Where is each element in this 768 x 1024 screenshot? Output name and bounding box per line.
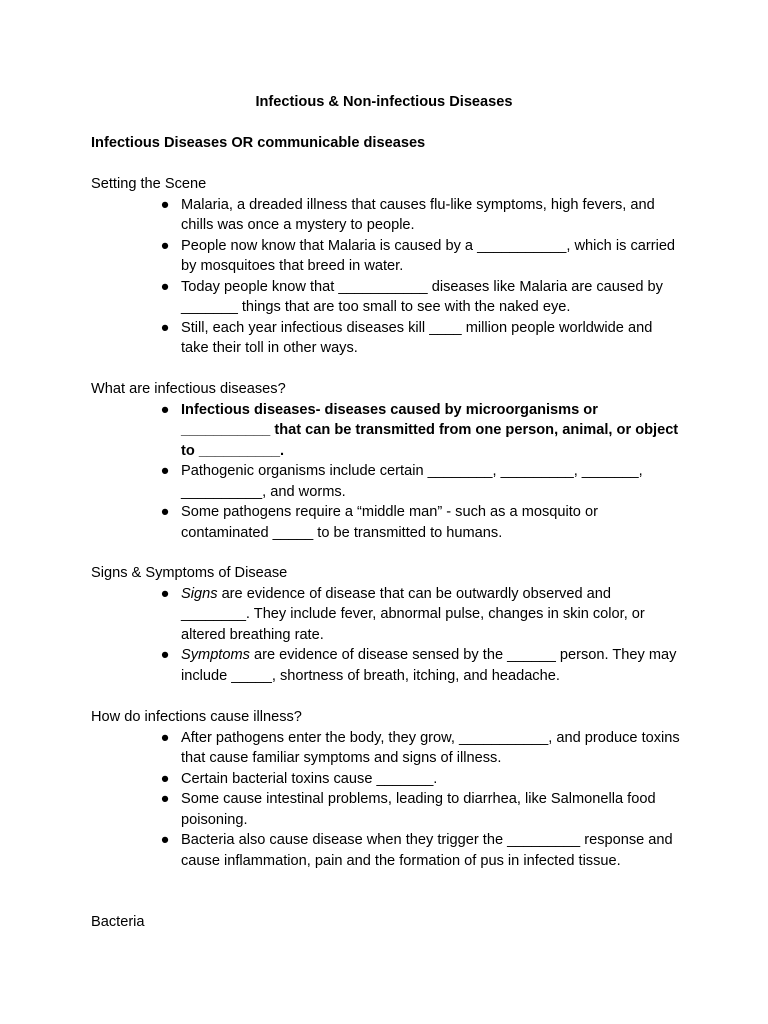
list-item-text: are evidence of disease sensed by the ______ person. They may include _____, shortness of breath, itching, and headache. [181, 647, 677, 684]
list-item-text: Infectious diseases- diseases caused by microorganisms or ___________ that can be transmitted from one person, animal, or object to __________. [181, 401, 679, 459]
section-setting-the-scene [91, 174, 691, 359]
list-item [91, 400, 681, 462]
bullet-icon: ● [160, 237, 170, 254]
bullet-icon: ● [160, 647, 170, 663]
list-item-text: Certain bacterial toxins cause _______. [181, 770, 438, 787]
section-label: Signs & Symptoms of Disease [91, 565, 288, 581]
list-item [91, 318, 681, 359]
bullet-icon: ● [160, 319, 170, 336]
list-item-text: Some cause intestinal problems, leading to diarrhea, like Salmonella food poisoning. [181, 791, 656, 828]
list-item-text: People now know that Malaria is caused by a ___________, which is carried by mosquitoes that breed in water. [181, 237, 676, 274]
list-item [91, 584, 681, 646]
section-label: What are infectious diseases? [91, 381, 286, 397]
list-item [91, 502, 681, 543]
section-bacteria [91, 912, 691, 933]
bullet-list [91, 400, 691, 544]
list-item [91, 789, 681, 830]
list-item-text: Some pathogens require a “middle man” - such as a mosquito or contaminated _____ to be transmitted to humans. [181, 504, 598, 541]
list-item-text: Symptoms [181, 647, 250, 663]
bullet-icon: ● [160, 401, 170, 418]
section-how-infections-cause-illness [91, 707, 691, 871]
list-item [91, 277, 681, 318]
list-item [91, 461, 681, 502]
list-item-text: After pathogens enter the body, they grow, ___________, and produce toxins that cause familiar symptoms and signs of illness. [181, 729, 680, 766]
bullet-icon: ● [160, 504, 170, 520]
list-item-text: are evidence of disease that can be outwardly observed and ________. They include fever, abnormal pulse, changes in skin color, or altered breathing rate. [181, 585, 645, 643]
bullet-list [91, 584, 691, 687]
section-label: How do infections cause illness? [91, 709, 302, 725]
bullet-icon: ● [160, 585, 170, 602]
section-signs-and-symptoms [91, 563, 691, 686]
section-label: Setting the Scene [91, 176, 207, 192]
list-item [91, 236, 681, 277]
list-item [91, 830, 681, 871]
bullet-icon: ● [160, 196, 170, 213]
bullet-list [91, 195, 691, 359]
section-what-are-infectious-diseases [91, 379, 691, 543]
section-label: Bacteria [91, 914, 145, 930]
list-item [91, 728, 681, 769]
bullet-icon: ● [160, 463, 170, 479]
bullet-icon: ● [160, 729, 170, 746]
bullet-icon: ● [160, 791, 170, 807]
bullet-icon: ● [160, 278, 170, 295]
bullet-icon: ● [160, 770, 170, 787]
list-item-text: Bacteria also cause disease when they trigger the _________ response and cause inflammation, pain and the formation of pus in infected tissue. [181, 832, 673, 869]
document-title: Infectious & Non-infectious Diseases [255, 94, 513, 110]
list-item [91, 645, 681, 686]
list-item-text: Malaria, a dreaded illness that causes flu-like symptoms, high fevers, and chills was once a mystery to people. [181, 196, 655, 233]
list-item-text: Today people know that ___________ diseases like Malaria are caused by _______ things that are too small to see with the naked eye. [181, 278, 663, 315]
list-item [91, 769, 681, 790]
list-item-text: Pathogenic organisms include certain ________, _________, _______, __________, and worms. [181, 463, 643, 500]
list-item-text: Signs [181, 585, 218, 602]
list-item [91, 195, 681, 236]
list-item-text: Still, each year infectious diseases kill ____ million people worldwide and take their toll in other ways. [181, 319, 653, 356]
bullet-icon: ● [160, 832, 170, 848]
section-heading: Infectious Diseases OR communicable diseases [91, 135, 426, 151]
bullet-list [91, 728, 691, 872]
